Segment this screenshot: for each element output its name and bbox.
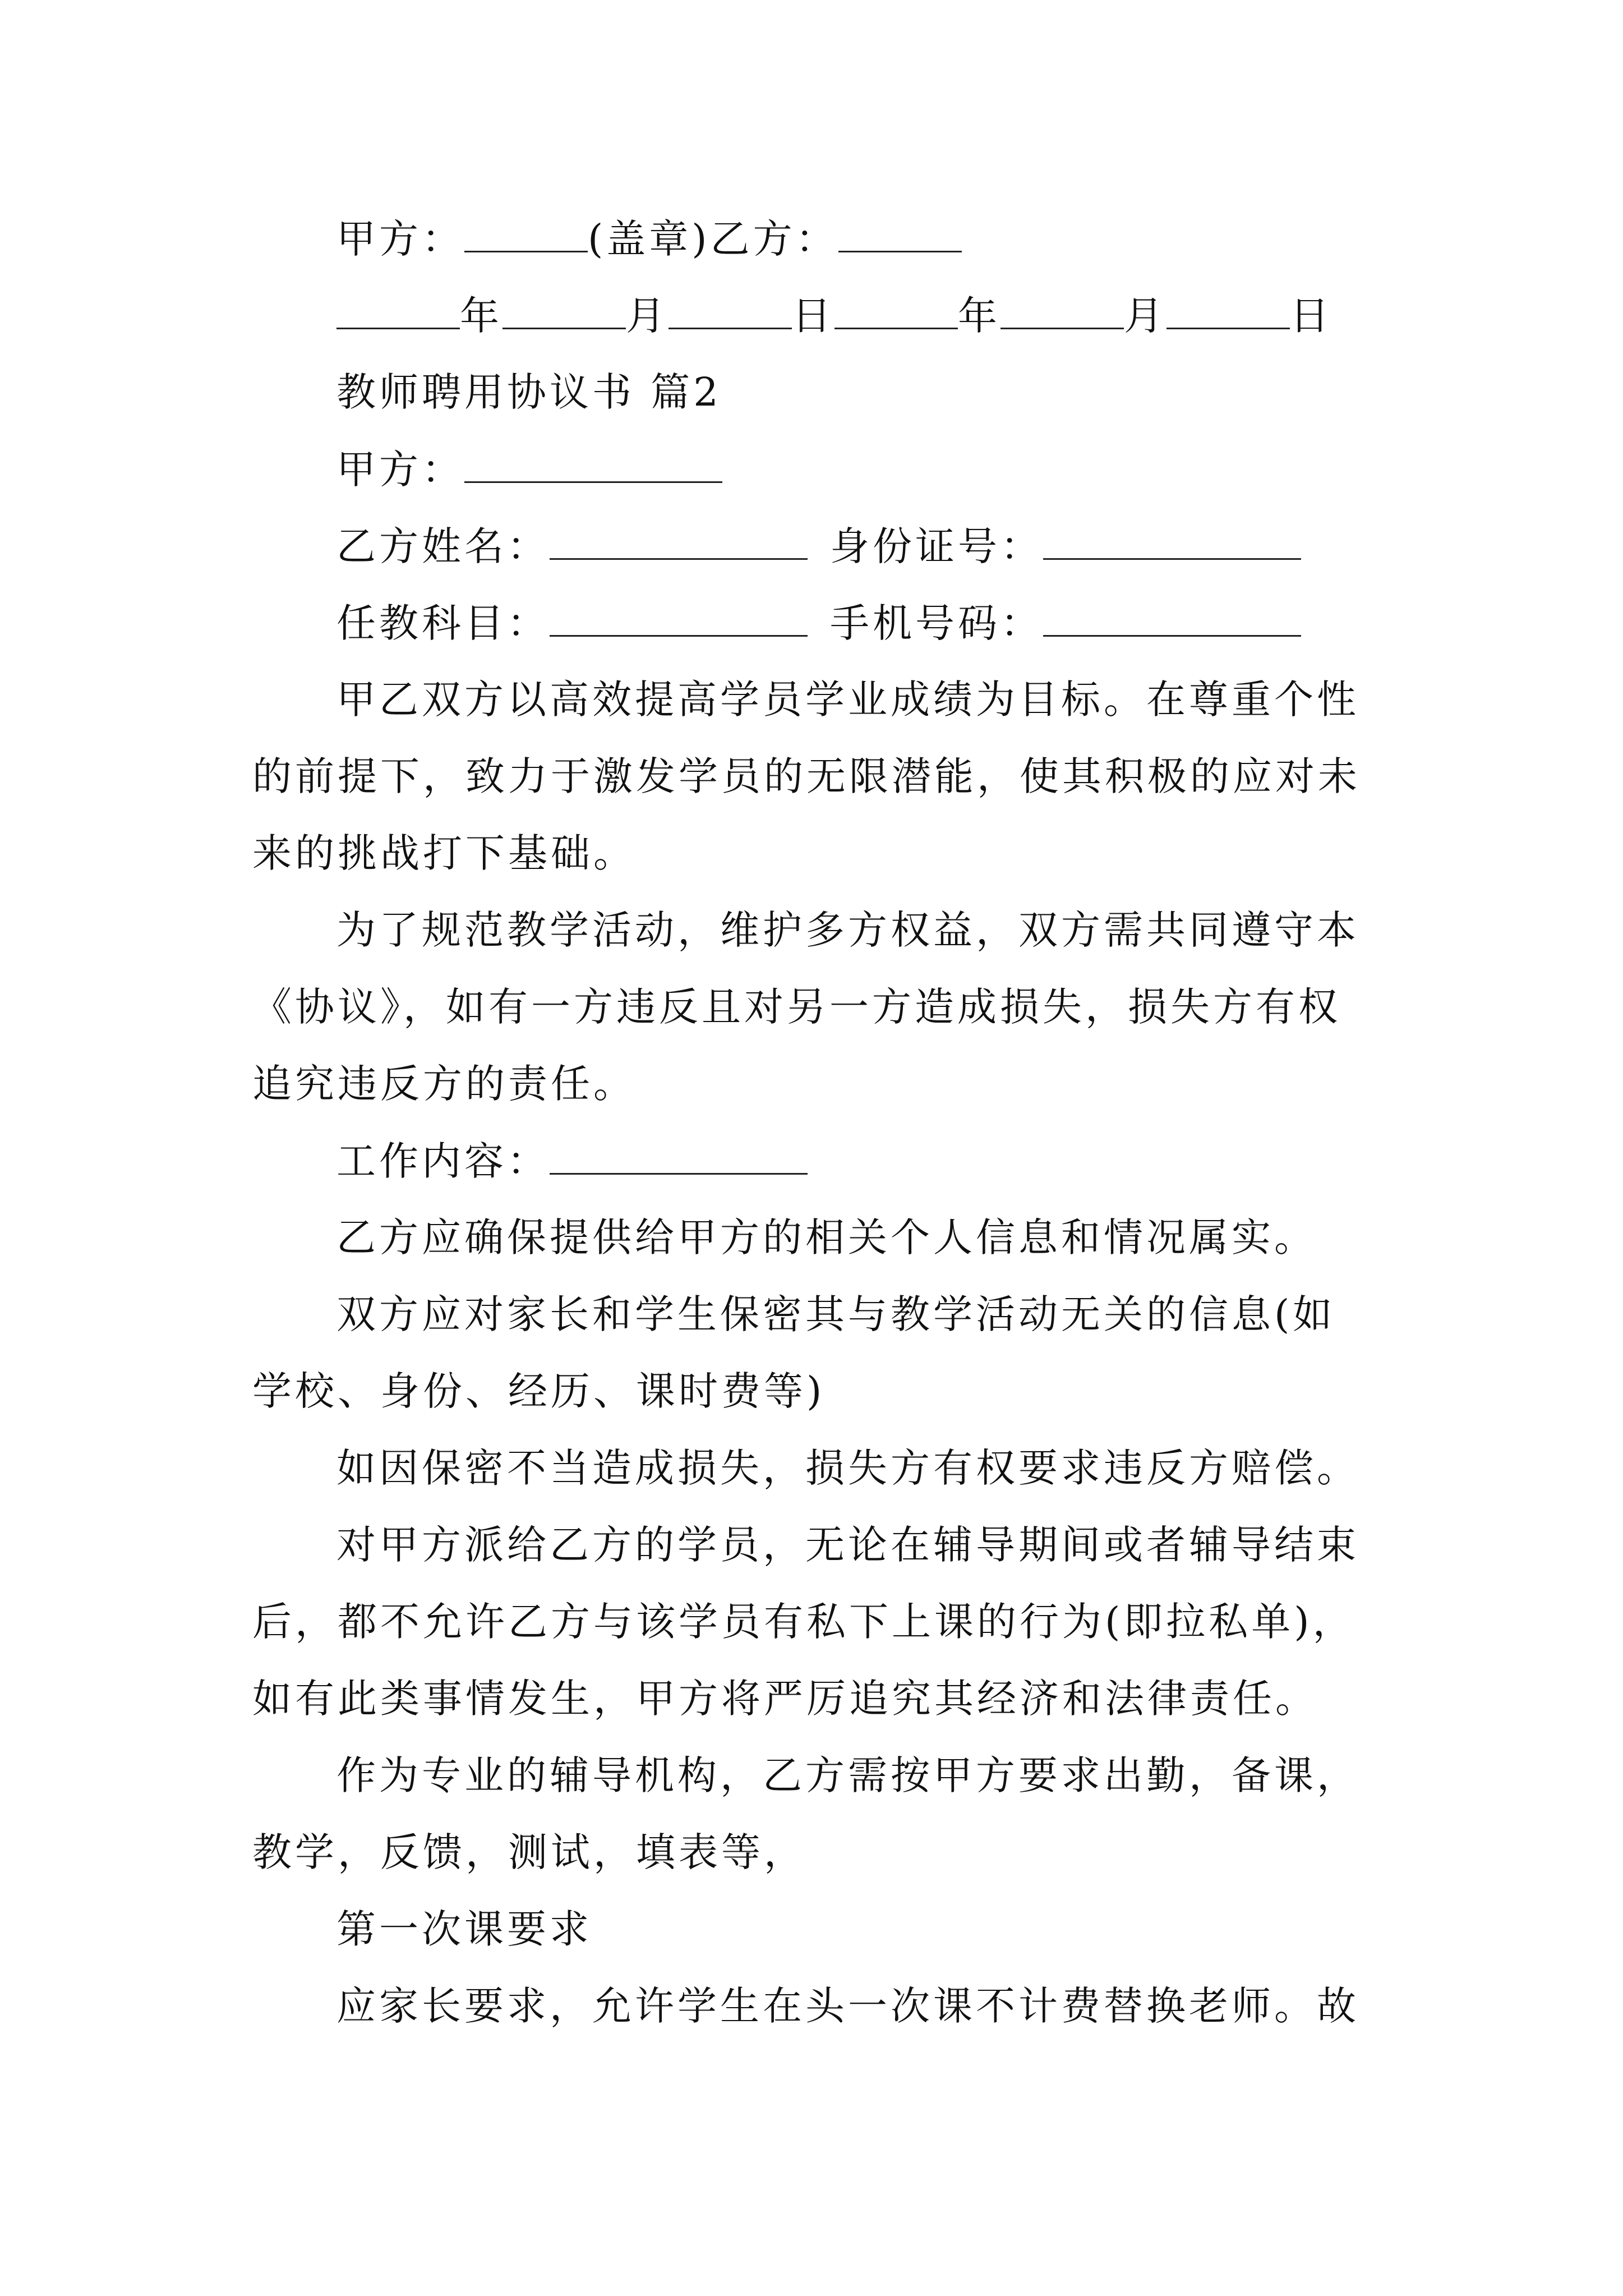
body-line: 如因保密不当造成损失，损失方有权要求违反方赔偿。 — [336, 1445, 1359, 1491]
work-content-blank — [550, 1138, 808, 1175]
phone-label: 手机号码： — [830, 600, 1043, 646]
body-line: 对甲方派给乙方的学员，无论在辅导期间或者辅导结束 — [336, 1522, 1359, 1568]
body-line: 如有此类事情发生，甲方将严厉追究其经济和法律责任。 — [252, 1676, 1318, 1722]
party-b-line — [336, 523, 1301, 569]
id-number-blank — [1043, 523, 1301, 560]
month-label: 月 — [626, 293, 668, 339]
body-line: 学校、身份、经历、课时费等) — [252, 1368, 826, 1414]
body-line: 追究违反方的责任。 — [252, 1061, 636, 1107]
signature-line — [336, 216, 962, 261]
body-line: 应家长要求，允许学生在头一次课不计费替换老师。故 — [336, 1983, 1359, 2029]
phone-blank — [1043, 600, 1301, 637]
body-line: 为了规范教学活动，维护多方权益，双方需共同遵守本 — [336, 907, 1359, 953]
date-blank — [668, 293, 792, 329]
work-content-line — [336, 1138, 808, 1184]
party-b-sign-blank — [838, 216, 962, 252]
year-label: 年 — [958, 293, 1000, 339]
section-title: 教师聘用协议书 篇2 — [336, 369, 722, 415]
date-blank — [1000, 293, 1124, 329]
party-b-name-blank — [550, 523, 808, 560]
subject-blank — [550, 600, 808, 637]
party-a-line — [336, 447, 722, 492]
date-blank — [834, 293, 958, 329]
seal-label: (盖章)乙方： — [588, 216, 838, 262]
date-blank — [502, 293, 626, 329]
day-label: 日 — [792, 293, 834, 339]
id-number-label: 身份证号： — [830, 523, 1043, 569]
party-b-name-label: 乙方姓名： — [336, 523, 550, 569]
work-content-label: 工作内容： — [336, 1138, 550, 1184]
subject-line — [336, 600, 1301, 646]
body-line: 双方应对家长和学生保密其与教学活动无关的信息(如 — [336, 1291, 1336, 1337]
month-label: 月 — [1124, 293, 1166, 339]
party-a-sign-blank — [464, 216, 588, 252]
body-line: 教学，反馈，测试，填表等， — [252, 1829, 806, 1875]
body-line: 后，都不允许乙方与该学员有私下上课的行为(即拉私单)， — [252, 1599, 1355, 1645]
body-line: 的前提下，致力于激发学员的无限潜能，使其积极的应对未 — [252, 753, 1361, 799]
date-blank — [336, 293, 460, 329]
party-a-sign-label: 甲方： — [336, 216, 464, 262]
body-line: 《协议》，如有一方违反且对另一方造成损失，损失方有权 — [252, 984, 1341, 1030]
body-line: 作为专业的辅导机构，乙方需按甲方要求出勤，备课， — [336, 1752, 1359, 1798]
body-line: 乙方应确保提供给甲方的相关个人信息和情况属实。 — [336, 1214, 1317, 1260]
day-label: 日 — [1290, 293, 1332, 339]
subject-label: 任教科目： — [336, 600, 550, 646]
body-line: 来的挑战打下基础。 — [252, 830, 636, 876]
party-a-label: 甲方： — [336, 447, 464, 493]
year-label: 年 — [460, 293, 502, 339]
date-line — [336, 293, 1332, 338]
party-a-blank — [464, 447, 722, 483]
body-line: 甲乙双方以高效提高学员学业成绩为目标。在尊重个性 — [336, 677, 1359, 723]
date-blank — [1166, 293, 1290, 329]
subheading: 第一次课要求 — [336, 1906, 592, 1952]
